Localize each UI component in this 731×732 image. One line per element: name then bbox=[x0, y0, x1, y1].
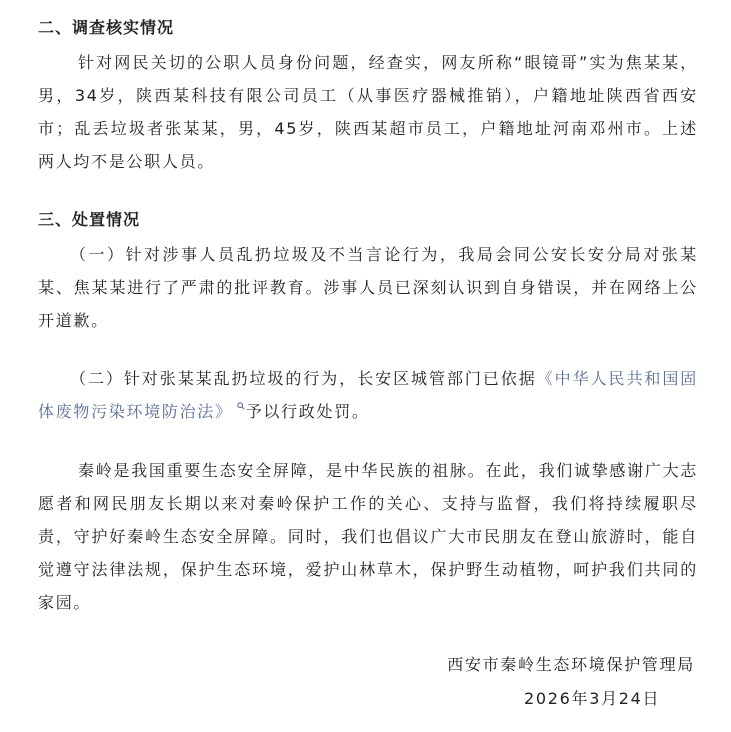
signature-organization: 西安市秦岭生态环境保护管理局 bbox=[447, 655, 695, 674]
law-link[interactable]: 《中华人民共和国固体废物污染环境防治法》 bbox=[38, 369, 699, 421]
handling-item-1: （一）针对涉事人员乱扔垃圾及不当言论行为，我局会同公安长安分局对张某某、焦某某进行了严肃的批评教育。涉事人员已深刻认识到自身错误，并在网络上公开道歉。 bbox=[38, 245, 698, 330]
handling-item-2 bbox=[38, 362, 698, 428]
closing-paragraph: 秦岭是我国重要生态安全屏障，是中华民族的祖脉。在此，我们诚挚感谢广大志愿者和网民朋友长期以来对秦岭保护工作的关心、支持与监督，我们将持续履职尽责，守护好秦岭生态安全屏障。同时，我们也倡议广大市民朋友在登山旅游时，能自觉遵守法律法规，保护生态环境，爱护山林草木，保护野生动植物，呵护我们共同的家园。 bbox=[38, 461, 698, 612]
handling-item-2-prefix: （二）针对张某某乱扔垃圾的行为，长安区城管部门已依据 bbox=[70, 369, 537, 388]
section-heading-handling: 三、处置情况 bbox=[38, 210, 141, 229]
signature-date: 2026年3月24日 bbox=[524, 689, 661, 708]
search-icon[interactable] bbox=[237, 402, 245, 410]
section-heading-investigation: 二、调查核实情况 bbox=[38, 18, 175, 37]
investigation-paragraph: 针对网民关切的公职人员身份问题，经查实，网友所称“眼镜哥”实为焦某某，男，34岁，陕西某科技有限公司员工（从事医疗器械推销），户籍地址陕西省西安市；乱丢垃圾者张某某，男，45岁，陕西某超市员工，户籍地址河南邓州市。上述两人均不是公职人员。 bbox=[38, 53, 698, 171]
handling-item-2-suffix: 予以行政处罚。 bbox=[245, 402, 370, 421]
